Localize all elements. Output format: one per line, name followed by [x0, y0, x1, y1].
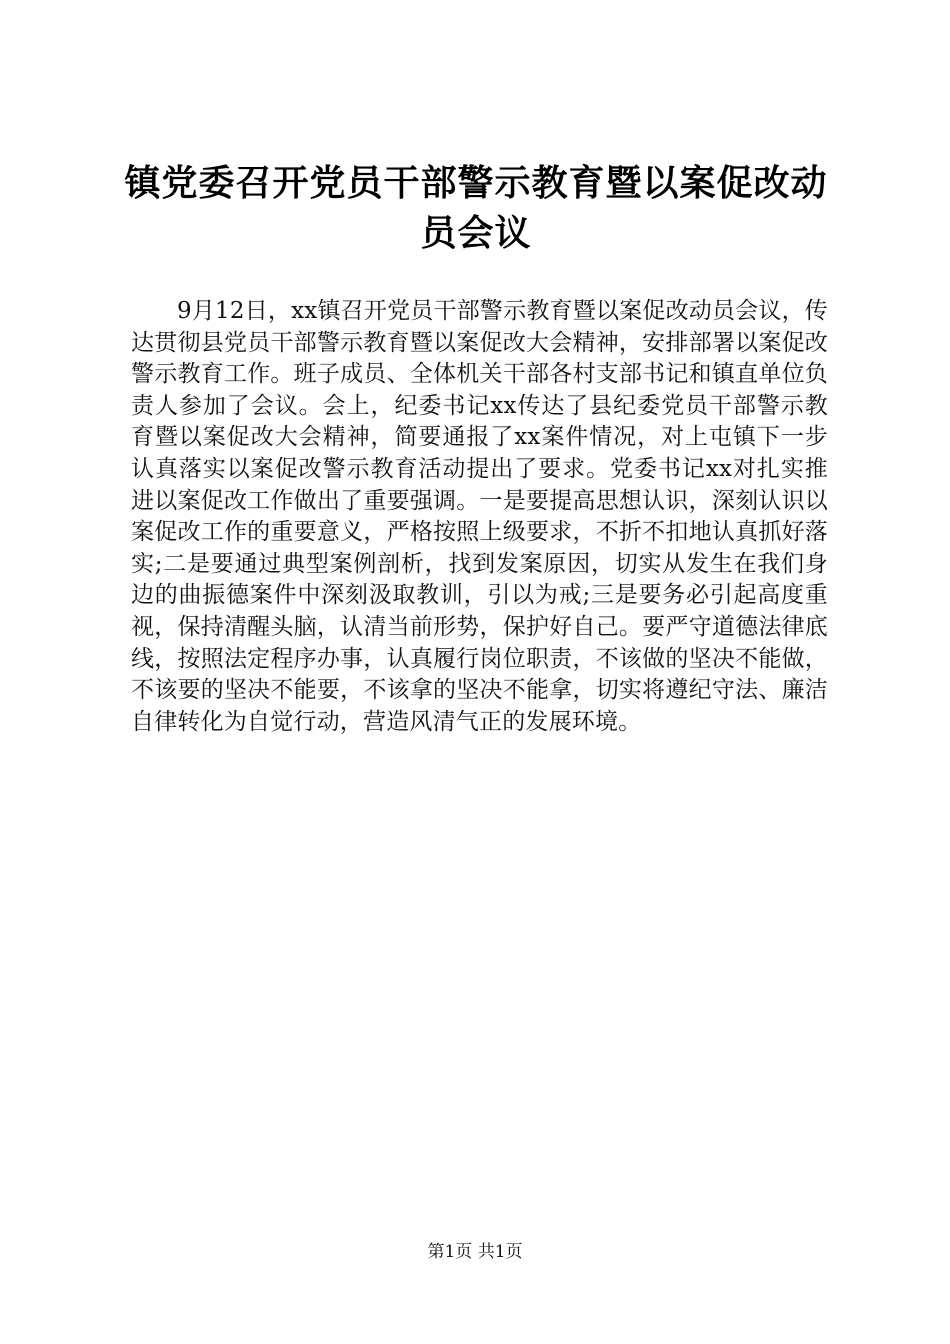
page-number-footer: 第1页 共1页	[427, 1242, 523, 1262]
document-body-paragraph: 9月12日，xx镇召开党员干部警示教育暨以案促改动员会议，传达贯彻县党员干部警示教育暨以案促改大会精神，安排部署以案促改警示教育工作。班子成员、全体机关干部各村支部书记和镇直单位负责人参加了会议。会上，纪委书记xx传达了县纪委党员干部警示教育暨以案促改大会精神，简要通报了xx案件情况，对上屯镇下一步认真落实以案促改警示教育活动提出了要求。党委书记xx对扎实推进以案促改工作做出了重要强调。一是要提高思想认识，深刻认识以案促改工作的重要意义，严格按照上级要求，不折不扣地认真抓好落实;二是要通过典型案例剖析，找到发案原因，切实从发生在我们身边的曲振德案件中深刻汲取教训，引以为戒;三是要务必引起高度重视，保持清醒头脑，认清当前形势，保护好自己。要严守道德法律底线，按照法定程序办事，认真履行岗位职责，不该做的坚决不能做，不该要的坚决不能要，不该拿的坚决不能拿，切实将遵纪守法、廉洁自律转化为自觉行动，营造风清气正的发展环境。	[131, 298, 828, 735]
document-title: 镇党委召开党员干部警示教育暨以案促改动员会议	[124, 162, 828, 254]
